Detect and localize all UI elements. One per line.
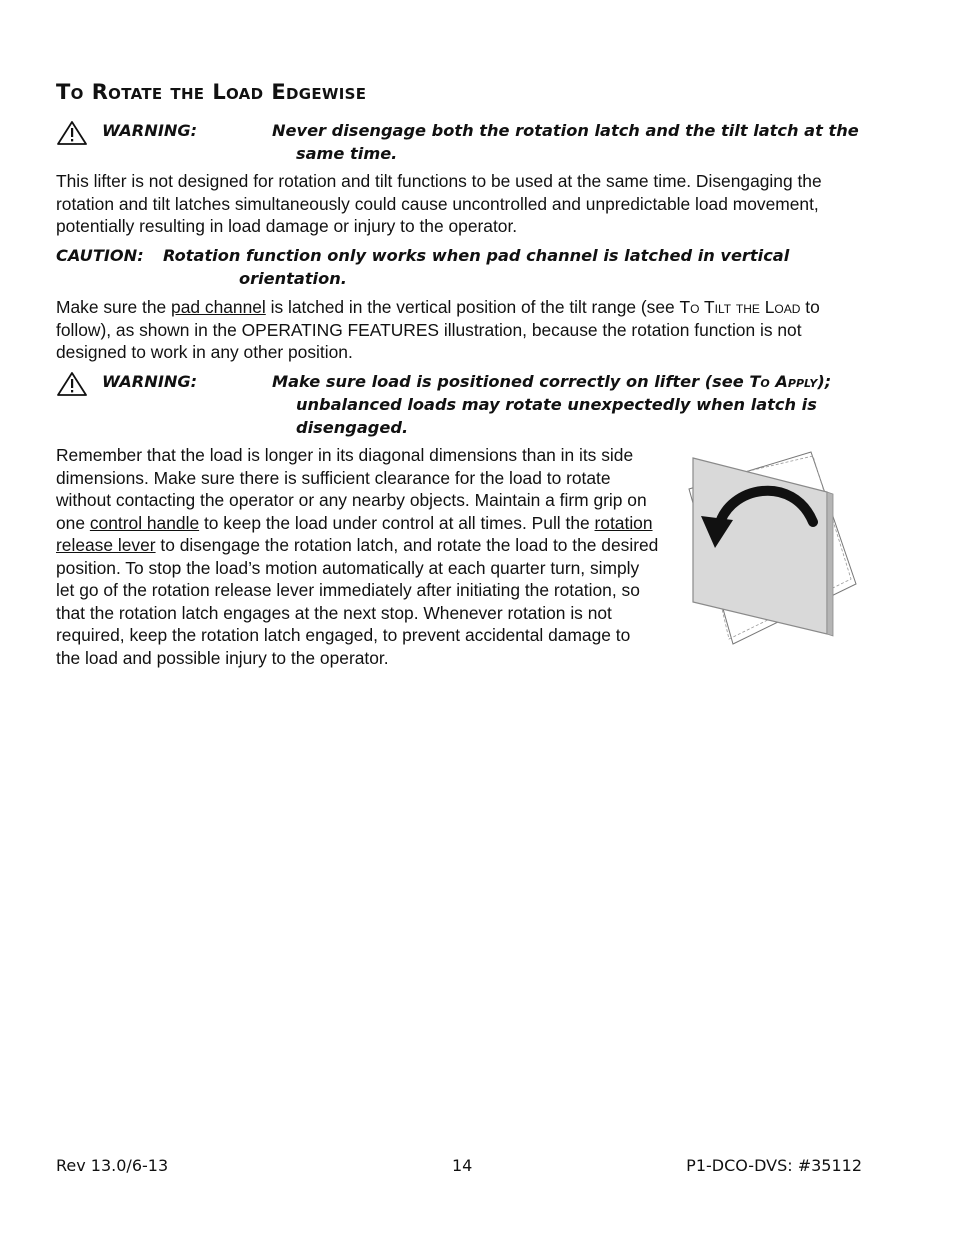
text-run: Make sure the [56, 297, 172, 317]
text-run: to keep the load under control at all times. Pull the [199, 512, 595, 533]
title-word: Rotate [91, 80, 163, 104]
warning-notice [56, 119, 859, 165]
warning-notice [56, 370, 846, 440]
caution-notice [56, 244, 846, 290]
warning-triangle-icon [56, 371, 88, 397]
body-paragraph-with-figure [56, 444, 871, 669]
footer-document-id: P1-DCO-DVS: #35112 [686, 1156, 862, 1175]
warning-text [272, 370, 871, 439]
rotated-panel-illustration [671, 444, 871, 646]
caution-text-content: Rotation function only works when pad channel is latched in vertical orientation. [163, 246, 790, 288]
rotation-release-lever-link[interactable]: rotation release lever [56, 512, 653, 555]
page-title [56, 80, 366, 104]
warning-label: WARNING: [102, 121, 198, 140]
rotation-figure [671, 444, 871, 646]
text-run: to disengage the rotation latch, and rotate the load to the desired position. To stop the load’s motion automatically at each quarter turn, simply let go of the rotation release lever immediately after initiating the rotation, so that the rotation latch engages at the next stop. Whenever rotation is not required, keep the rotation latch engaged, to prevent accidental damage to the load and possible injury to the operator. [56, 535, 659, 668]
control-handle-link[interactable]: control handle [89, 512, 200, 533]
pad-channel-link[interactable]: pad channel [171, 297, 266, 317]
text-run: Make sure load is positioned correctly on lifter (see [272, 372, 750, 391]
title-word: Edgewise [271, 80, 367, 104]
caution-text [163, 244, 819, 290]
cross-reference: To Apply [749, 372, 818, 391]
footer-page-number: 14 [452, 1156, 473, 1175]
warning-label: WARNING: [102, 372, 198, 391]
warning-triangle-icon [56, 120, 88, 146]
footer-revision: Rev 13.0/6-13 [56, 1156, 169, 1175]
title-word: To [56, 80, 84, 104]
text-run: is latched in the vertical position of the tilt range (see [265, 297, 680, 317]
title-word: Load [212, 80, 264, 104]
text-run: ); unbalanced loads may rotate unexpectedly when latch is disengaged. [296, 372, 832, 437]
title-word: the [170, 80, 205, 104]
cross-reference: To Tilt the Load [679, 297, 801, 317]
body-paragraph [56, 296, 871, 364]
warning-text: Never disengage both the rotation latch and the tilt latch at the same time. [272, 121, 859, 163]
body-paragraph: This lifter is not designed for rotation and tilt functions to be used at the same time. Disengaging the rotation and tilt latches simultaneously could cause uncontrolled and unpredictable load movement, potentially resulting in load damage or injury to the operator. [56, 171, 822, 236]
text-run: Remember that the load is longer in its diagonal dimensions than in its side dimensions. Make sure there is sufficient clearance for the load to rotate without contacting the operator or any nearby objects. Maintain a firm grip on one [56, 445, 647, 533]
text-run: to follow), as shown in the OPERATING FEATURES illustration, because the rotation function is not designed to work in any other position. [56, 297, 820, 362]
caution-label: CAUTION: [56, 246, 144, 265]
